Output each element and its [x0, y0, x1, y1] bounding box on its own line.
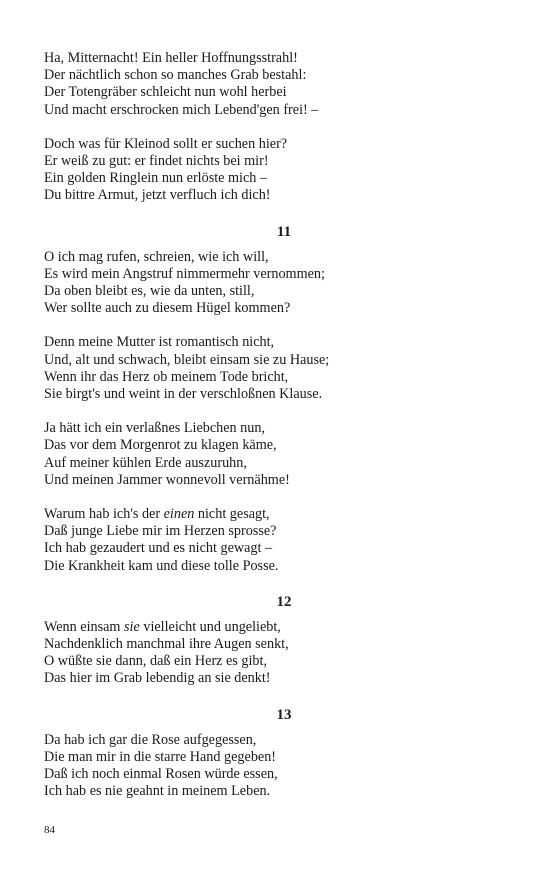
poem-line: Denn meine Mutter ist romantisch nicht,: [44, 334, 275, 351]
stanza: [44, 506, 514, 575]
poem-line: Auf meiner kühlen Erde auszuruhn,: [44, 454, 247, 471]
poem-line: Warum hab ich's der einen nicht gesagt,: [44, 506, 270, 523]
poem-line: Das vor dem Morgenrot zu klagen käme,: [44, 437, 277, 454]
stanza-gap: [44, 489, 514, 506]
stanza: [44, 50, 514, 119]
section-gap: [44, 724, 514, 732]
section-gap: [44, 205, 514, 223]
stanza-gap: [44, 119, 514, 136]
section-gap: [44, 241, 514, 249]
section-gap: [44, 688, 514, 706]
poem-line: Ein golden Ringlein nun erlöste mich –: [44, 170, 268, 187]
poem-line: Wenn einsam sie vielleicht und ungeliebt,: [44, 618, 281, 635]
poem-line: Und macht erschrocken mich Lebend'gen frei! –: [44, 101, 319, 118]
section-number: 11: [276, 223, 292, 240]
stanza: [44, 249, 514, 318]
poem-line: Die man mir in die starre Hand gegeben!: [44, 748, 277, 765]
section-gap: [44, 611, 514, 619]
poem-line: Daß ich noch einmal Rosen würde essen,: [44, 766, 278, 783]
poem-line: Nachdenklich manchmal ihre Augen senkt,: [44, 636, 289, 653]
poem-line: Er weiß zu gut: er findet nichts bei mir!: [44, 153, 269, 170]
section-number: 13: [276, 706, 292, 723]
poem-line: Du bittre Armut, jetzt verfluch ich dich!: [44, 187, 271, 204]
poem-line: Da oben bleibt es, wie da unten, still,: [44, 283, 255, 300]
poem-line: Wer sollte auch zu diesem Hügel kommen?: [44, 300, 291, 317]
poem-page: [44, 50, 514, 801]
poem-line: Ich hab gezaudert und es nicht gewagt –: [44, 540, 273, 557]
poem-line: Die Krankheit kam und diese tolle Posse.: [44, 557, 279, 574]
poem-line: Der Totengräber schleicht nun wohl herbei: [44, 84, 287, 101]
poem-line: O ich mag rufen, schreien, wie ich will,: [44, 248, 269, 265]
stanza: [44, 420, 514, 489]
poem-line: Und, alt und schwach, bleibt einsam sie zu Hause;: [44, 351, 330, 368]
emphasis: einen: [163, 506, 195, 523]
stanza: [44, 619, 514, 688]
poem-line: Das hier im Grab lebendig an sie denkt!: [44, 670, 271, 687]
poem-line: Doch was für Kleinod sollt er suchen hier?: [44, 135, 288, 152]
poem-line: Daß junge Liebe mir im Herzen sprosse?: [44, 523, 277, 540]
emphasis: sie: [124, 618, 140, 635]
section-gap: [44, 575, 514, 593]
poem-line: Ha, Mitternacht! Ein heller Hoffnungsstrahl!: [44, 50, 298, 66]
stanza-gap: [44, 403, 514, 420]
stanza: [44, 334, 514, 403]
poem-line: Ich hab es nie geahnt in meinem Leben.: [44, 783, 271, 800]
poem-line: Sie birgt's und weint in der verschloßnen Klause.: [44, 386, 323, 403]
poem-line: Da hab ich gar die Rose aufgegessen,: [44, 731, 257, 748]
poem-line: Ja hätt ich ein verlaßnes Liebchen nun,: [44, 420, 266, 437]
stanza: [44, 732, 514, 801]
page-number: 84: [44, 824, 55, 836]
stanza-gap: [44, 317, 514, 334]
poem-line: O wüßte sie dann, daß ein Herz es gibt,: [44, 653, 267, 670]
section-number: 12: [276, 593, 292, 610]
stanza: [44, 136, 514, 205]
poem-line: Wenn ihr das Herz ob meinem Tode bricht,: [44, 368, 289, 385]
poem-line: Es wird mein Angstruf nimmermehr vernommen;: [44, 265, 325, 282]
poem-line: Der nächtlich schon so manches Grab bestahl:: [44, 67, 307, 84]
poem-line: Und meinen Jammer wonnevoll vernähme!: [44, 471, 290, 488]
